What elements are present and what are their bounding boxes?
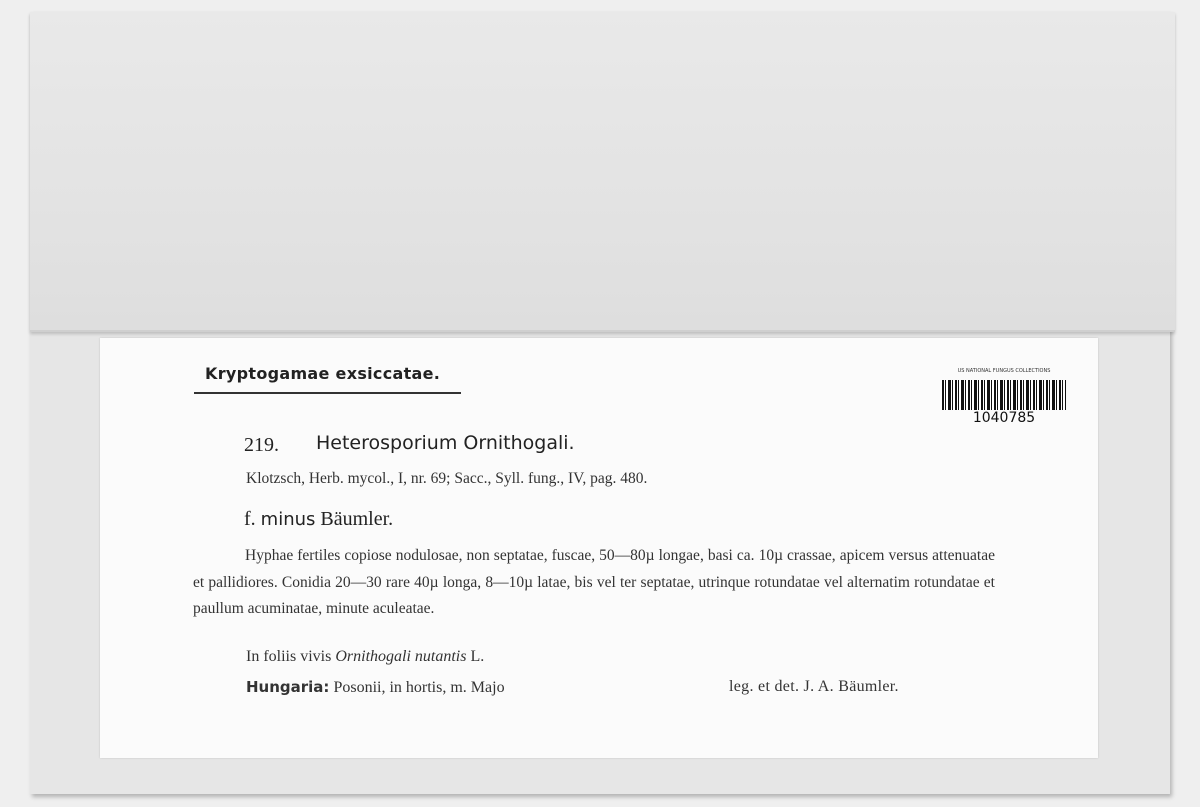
host-name: Ornithogali nutantis [335,648,467,665]
habitat-line [246,648,484,666]
locality-line [246,678,505,697]
form-prefix: f. [244,508,256,530]
form-epithet: minus [260,509,316,530]
form-name [244,508,393,531]
packet-flap [30,12,1175,332]
title-underline [194,392,461,394]
collector-line: leg. et det. J. A. Bäumler. [729,678,899,695]
locality-country: Hungaria: [246,678,330,696]
habitat-prefix: In foliis vivis [246,648,332,665]
series-title: Kryptogamae exsiccatae. [205,364,441,383]
form-author: Bäumler. [320,508,394,530]
species-description: Hyphae fertiles copiose nodulosae, non septatae, fuscae, 50—80µ longae, basi ca. 10µ crassae, apicem versus attenuatae et pallidiores. Conidia 20—30 rare 40µ longa, 8—10µ latae, bis vel ter septatae, utrinque rotundatae vel alternatim rotundatae et paullum acuminatae, minute aculeatae. [193,547,995,617]
specimen-name: Heterosporium Ornithogali. [316,432,575,454]
locality-detail: Posonii, in hortis, m. Majo [333,679,505,696]
barcode-icon [942,380,1066,410]
barcode-sticker [930,366,1078,434]
literature-citation: Klotzsch, Herb. mycol., I, nr. 69; Sacc., Syll. fung., IV, pag. 480. [246,470,648,487]
specimen-number: 219. [244,434,279,456]
barcode-number: 1040785 [972,410,1036,426]
barcode-header: US NATIONAL FUNGUS COLLECTIONS [957,368,1051,374]
habitat-suffix: L. [470,648,485,665]
